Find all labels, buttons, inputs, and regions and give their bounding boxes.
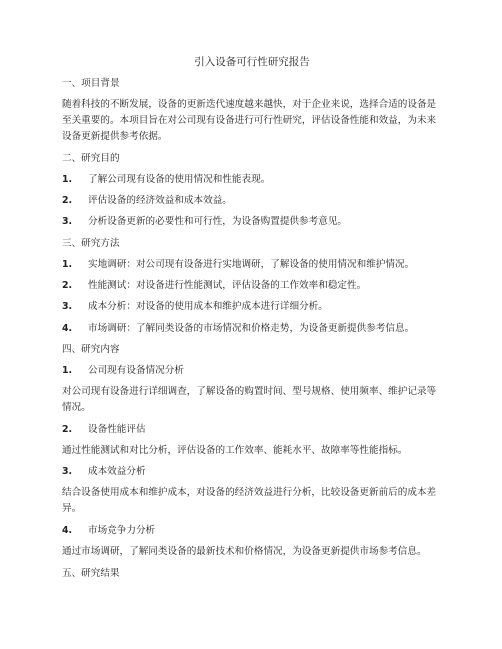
content-subheading-number: 2. [62, 424, 73, 435]
method-item-number: 2. [62, 280, 73, 291]
method-item [62, 278, 366, 294]
method-item-number: 3. [62, 301, 73, 312]
content-subheading [62, 523, 155, 539]
purpose-item-text: 了解公司现有设备的使用情况和性能表现。 [88, 174, 271, 185]
content-paragraph: 通过市场调研，了解同类设备的最新技术和价格情况，为设备更新提供市场参考信息。 [62, 546, 427, 557]
method-item-number: 4. [62, 323, 73, 334]
background-paragraph: 随着科技的不断发展，设备的更新迭代速度越来越快，对于企业来说，选择合适的设备是至关重要的。本项目旨在对公司现有设备进行可行性研究，评估设备性能和效益，为未来设备更新提供参考依据。 [62, 99, 437, 142]
purpose-item [62, 214, 347, 230]
purpose-item-number: 2. [62, 195, 73, 206]
section-heading-purpose: 二、研究目的 [62, 153, 120, 164]
purpose-item-number: 3. [62, 216, 73, 227]
content-subheading [62, 363, 184, 379]
section-heading-methods: 三、研究方法 [62, 238, 120, 249]
document-title: 引入设备可行性研究报告 [194, 56, 310, 68]
content-subheading-number: 4. [62, 525, 73, 536]
method-item-number: 1. [62, 259, 73, 270]
method-item [62, 299, 328, 315]
content-subheading [62, 422, 146, 438]
content-subheading-number: 3. [62, 466, 73, 477]
content-subheading-text: 成本效益分析 [88, 466, 146, 477]
content-subheading [62, 464, 146, 480]
content-subheading-text: 公司现有设备情况分析 [88, 365, 184, 376]
content-paragraph: 对公司现有设备进行详细调查，了解设备的购置时间、型号规格、使用频率、维护记录等情况。 [62, 386, 437, 413]
content-subheading-text: 设备性能评估 [88, 424, 146, 435]
purpose-item [62, 172, 270, 188]
section-heading-results: 五、研究结果 [62, 568, 120, 579]
method-item-text: 实地调研：对公司现有设备进行实地调研，了解设备的使用情况和维护情况。 [88, 259, 415, 270]
content-paragraph: 结合设备使用成本和维护成本，对设备的经济效益进行分析，比较设备更新前后的成本差异。 [62, 487, 437, 514]
content-subheading-number: 1. [62, 365, 73, 376]
purpose-item-text: 评估设备的经济效益和成本效益。 [88, 195, 232, 206]
purpose-item-number: 1. [62, 174, 73, 185]
method-item-text: 市场调研：了解同类设备的市场情况和价格走势，为设备更新提供参考信息。 [88, 323, 415, 334]
content-subheading-text: 市场竞争力分析 [88, 525, 156, 536]
method-item-text: 成本分析：对设备的使用成本和维护成本进行详细分析。 [88, 301, 328, 312]
method-item-text: 性能测试：对设备进行性能测试，评估设备的工作效率和稳定性。 [88, 280, 367, 291]
method-item [62, 321, 414, 337]
purpose-item-text: 分析设备更新的必要性和可行性，为设备购置提供参考意见。 [88, 216, 348, 227]
method-item [62, 257, 414, 273]
section-heading-background: 一、项目背景 [62, 78, 120, 89]
content-paragraph: 通过性能测试和对比分析，评估设备的工作效率、能耗水平、故障率等性能指标。 [62, 445, 408, 456]
section-heading-content: 四、研究内容 [62, 344, 120, 355]
purpose-item [62, 193, 232, 209]
